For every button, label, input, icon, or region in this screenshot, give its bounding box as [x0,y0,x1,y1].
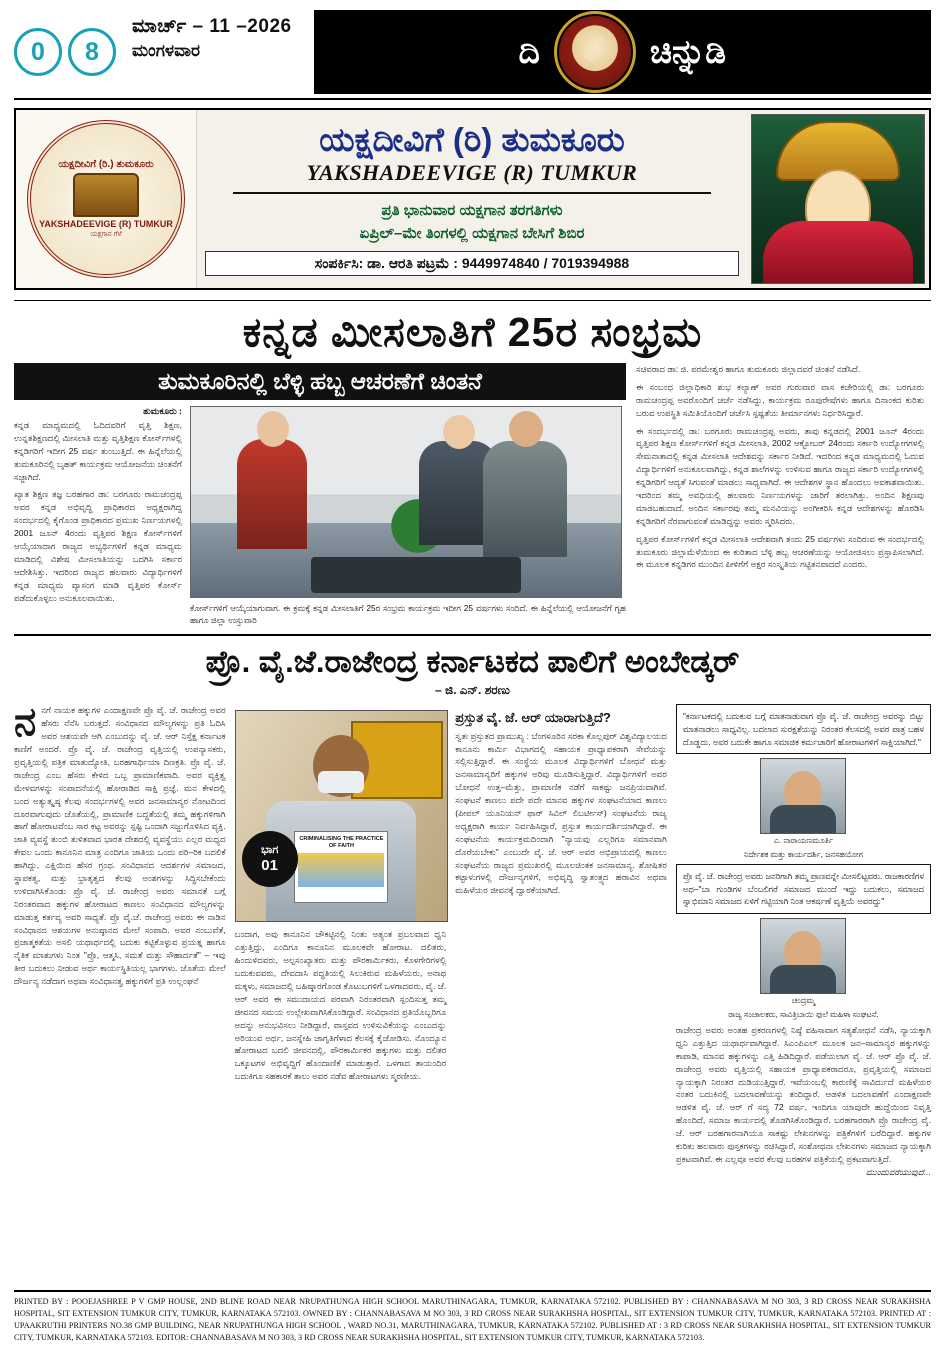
brand-name-left: ದಿ [518,32,540,70]
advert-seal-top-text: ಯಕ್ಷದೀವಿಗೆ (ರಿ.) ತುಮಕೂರು [58,158,154,170]
lead-story-col1-text: ಕನ್ನಡ ಮಾಧ್ಯಮದಲ್ಲಿ ಓದಿದವರಿಗೆ ವೃತ್ತಿ ಶಿಕ್ಷಣ, ಉನ್ನತಶಿಕ್ಷಣದಲ್ಲಿ ಮೀಸಲಾತಿ ಮತ್ತು ವೃತ್ತಿಶಿಕ್ಷಣ ಕೋರ್ಸ್‌ಗಳಲ್ಲಿ ಕನ್ನಡಿಗರಿಗೆ ಇದೀಗ 25 ವರ್ಷ ತುಂಬುತ್ತಿದೆ. ಈ ಹಿನ್ನೆಲೆಯಲ್ಲಿ ತುಮಕೂರಿನಲ್ಲಿ ಬೃಹತ್ ಕಾರ್ಯಕ್ರಮ ಆಯೋಜನೆಯ ಚಿಂತನೆಗೆ ಸಜ್ಜಾಗಿದೆ. [14,420,182,482]
advert-title-english: YAKSHADEEVIGE (R) TUMKUR [306,160,638,186]
lead-story-right-text-4: ವೃತ್ತಿಪರ ಕೋರ್ಸ್‌ಗಳಿಗೆ ಕನ್ನಡ ಮೀಸಲಾತಿ ಆದೇಶವಾಗಿ ತಂದು 25 ವರ್ಷಗಳು ಸಂದಿರುವ ಈ ಸಂದರ್ಭದಲ್ಲಿ ತುಮಕೂರು ಜಿಲ್ಲಾಮೆಳೆಯಿಂದ ಈ ಕುರಿತಾದ ಬೆಳ್ಳಿ ಹಬ್ಬ ಆಚರಣೆಯನ್ನು ಆಯೋಜಿಸಲು ಪ್ರಸ್ತಾಪಿಸಲಾಗಿದೆ. ಈ ಮೂಲಕ ಕನ್ನಡಿಗರ ಮುಂದಿನ ಪೀಳಿಗೆಗೆ ಅಕ್ಷರ ಸಂಸ್ಕೃತಿಯ ಗಟ್ಟಿತನವಾದದೆ ಎಂದರು. [636,533,924,570]
feature-col2-text: ಬಂದಾಗ, ಅವು ಕಾನೂನಿನ ಚೌಕಟ್ಟಿನಲ್ಲಿ ನಿಂತು ಅತ್ಯಂತ ಪ್ರಬಲವಾದ ಧ್ವನಿ ಎತ್ತುತ್ತಿದ್ದು, ಎಂದಿಗೂ ಕಾನೂನಿನ ಮೂಲಕವೇ ಹೋರಾಟ. ದಲಿತರು, ಹಿಂದುಳಿದವರು, ಅಲ್ಪಸಂಖ್ಯಾತರು ಮತ್ತು ಪೌರಕಾರ್ಮಿಕರು, ಕೊಳಗೇರಿಗಳಲ್ಲಿ ಬದುಕುವವರು, ದೇವದಾಸಿ ಪದ್ಧತಿಯಲ್ಲಿ ಸಿಲುಕಿರುವ ಮಹಿಳೆಯರು, ಅನಾಥ ಮಕ್ಕಳು, ಸಮಾಜದಲ್ಲಿ ಬಹಿಷ್ಕಾರಗೊಂಡ ಕೊಟುಬಗಳಿಗೆ ಒಳಗಾದವರು, ವೈ. ಜೆ. ಆರ್ ಅವರ ಈ ಸಮುದಾಯದ ಪರವಾಗಿ ನಿರಂತರವಾಗಿ ಸ್ಪಂದಿಸುತ್ತ ತಮ್ಮ ಜೀವನದ ಸಮಯ ಉಲ್ಲೇಖವಾಗಿಸಿಕೊಂಡಿದ್ದಾರೆ. ಸಂವಿಧಾನದ ಪ್ರತಿಯೊಬ್ಬರಿಗೂ ಅದನ್ನು ಅನುಭವಿಸಲು ನೀಡಿದ್ದಾರೆ, ವಾಸ್ತವದ ಉಳಿಸುವಿಕೆಯನ್ನು ಎಂಬುದನ್ನು ಅರಿಯುವ ಅರ್ಥ, ಜನಸ್ನೇಹಿ ಜಾಗೃತಿಗೆಳಾದ ಕೆಲಸಕ್ಕೆ ಕೈಜೋಡಿಸು. ನೊಂದ್ಯೂನ ಹೋರಾಟದ ಬದಲಿ ಜೀವನದಲ್ಲಿ, ಪೌರಕಾರ್ಮಿಕರ ಹಕ್ಕುಗಳು ಮತ್ತು ದಲಿತರ ಒಕ್ಕೂಟಗಳ ಅಭಿವೃದ್ಧಿಗೆ ಹೊಂದಾಣಿಕೆ ಮಾಡುತ್ತಾರೆ. ಒಳಗಾದ ತಾಯಂದಿರ ಬದುಕಿಗೂ ಸಹಕಾರಕೆ ತಾಲು ಅವರ ನಡೆವ ಹೋರಾಟಗಳು ಸ್ಮರಣೀಯ. [234,929,447,1082]
feature-col3-text: ಸ್ವತಃ ಪ್ರಸ್ತುತದ ಪ್ರಾಮುಖ್ಯ : ಬೆಂಗಳೂರಿನ ಸರಕಾ ಕೊಲ್ಲಪುರ್ ವಿಶ್ವವಿದ್ಯಾಲಯದ ಕಾನೂನು ಕಾರ್ಮಿ ವಿಭಾಗದಲ್ಲಿ ಸಹಾಯಕ ಪ್ರಾಧ್ಯಾಪಕರಾಗಿ ಸೇವೆಯನ್ನು ಸಲ್ಲಿಸುತ್ತಿದ್ದಾರೆ. ಈ ಸಂಸ್ಥೆಯ ಮೂಲಕ ವಿದ್ಯಾರ್ಥಿಗಳಿಗೆ ಬೋಧನೆ ಮತ್ತು ಜನಸಾಮಾನ್ಯರಿಗೆ ಹಕ್ಕುಗಳ ಅರಿವು ಮೂಡಿಸುತ್ತಿದ್ದಾರೆ. ವಿದ್ಯಾರ್ಥಿಗಳಿಗೆ ಅವರ ಬೋಧನೆ ಉತ್ತ–ಮೆತ್ತು, ಪ್ರಾಮಾಣಿಕ ನಡೆಗೆ ಸಾಕಷ್ಟು ಜನಪ್ರಿಯವಾಗಿವೆ. ಸಂಘಟನೆ ಕಾಣಲು ಪದೇ ಪದೇ ಮಾನವ ಹಕ್ಕುಗಳ ಸಂಘಟನೆಯಾದ ಕಾಣಲು (ಪೀಪಲ್ ಯೂನಿಯನ್ ಫಾರ್ ಸಿವಿಲ್ ಲಿಬರ್ಟೀಸ್) ಸಂಘಟನೆಯ ರಾಜ್ಯ ಅಧ್ಯಕ್ಷರಾಗಿ ಕಾರ್ಯ ನಿರ್ವಹಿಸಿದ್ದಾರೆ, ಪ್ರಸ್ತುತ ಕಾರ್ಯದರ್ಶಿಯಾಗಿದ್ದಾರೆ. ಈ ಸಂಘಟನೆಯ ಕಾರ್ಯಕ್ರಮದಿಂದಾಗಿ "ನ್ಯಾಯವು ಎಲ್ಲರಿಗೂ ಸಮಾನವಾಗಿ ದೊರೆಯಬೇಕು" ಎಂಬುದೇ ವೈ. ಜೆ. ಆರ್ ಅವರ ಅಭಿಪ್ರಾಯದಲ್ಲಿ ಕಾಣಲು ಸಂಘಟನೆಯ ರಾಜ್ಯದ ಪ್ರಮುಖರಲ್ಲಿ ಮೂಲಚಿಂತಕ ಜನಸಾಮಾನ್ಯ. ಶೋಷಿತರ ಕಟ್ಟಾಳುಗಳಲ್ಲಿ ದೌರ್ಜನ್ಯಗಳಿಗೆ, ಅಭಿವೃದ್ಧಿ ಸ್ವಾತಂತ್ರ್ಯದ ಹರಾವಿನ ಅಥವಾ ಮಹಿಳೆಯರ ಜೀವನಕ್ಕೆ ದ್ವಾರಕೆಯಾಗಿದೆ. [455,730,667,896]
page-number-digit-2: 8 [68,28,116,76]
advert-title-kannada: ಯಕ್ಷದೀವಿಗೆ (ರಿ) ತುಮಕೂರು [319,120,625,158]
quote-box-1 [676,704,931,754]
book-cover-art [298,853,384,887]
feature-byline: – ಜಿ. ಎನ್. ಶರಣು [435,683,510,698]
feature-photo [235,710,449,922]
quote-1-role: ನಿರ್ದೇಶಕ ಮತ್ತು ಕಾರ್ಯದರ್ಶಿ, ಜನಸಹಯೋಗ [743,850,863,860]
lead-story-right-text-2: ಈ ಸಂಬಂಧ ಜಿಲ್ಲಾಧಿಕಾರಿ ಶುಭ ಕಲ್ಯಾಣ್ ಅವರ ಗುರುವಾರ ವಾಸ ಕಚೇರಿಯಲ್ಲಿ ಡಾ: ಬರಗೂರು ರಾಮಚಂದ್ರಪ್ಪ ಅವರೊಂದಿಗೆ ಚರ್ಚೆ ನಡೆಸಿದ್ದು, ಕಾರ್ಯಕ್ರಮ ರೂಪುರೇಷೆಗಳು ಹಾಗೂ ದಿನಾಂಕದ ಕುರಿತು ಬರುವ ಉಪಸ್ಥಿತಿ ಸಮಿತಿಯೊಂದಿಗೆ ಚರ್ಚೆಸಿ ಸ್ಪಷ್ಟತೆಯ ತೀರ್ಮಾನಗಳು ನಿರ್ಧರಿಸಿದ್ದಾರೆ. [636,381,924,418]
feature-column-4 [676,704,931,1178]
brand-strip [314,10,931,94]
advert-logo [16,110,197,288]
advert-seal-sub-text: ಯಕ್ಷಗಾನ ಗೆಳೆ [90,231,122,239]
quote-2-role: ರಾಜ್ಯ ಸಂಚಾಲಕರು, ಸಾವಿತ್ರಿಬಾಯಿ ಫುಲೆ ಮಹಿಳಾ ಸಂಘಟನೆ. [728,1010,879,1020]
lead-story [14,363,931,626]
advert-seal [27,120,185,278]
feature-question-heading: ಪ್ರಸ್ತುತ ವೈ. ಜೆ. ಆರ್ ಯಾರಾಗುತ್ತಿದೆ? [455,710,611,726]
feature-column-2 [235,704,447,1178]
lead-story-subhead: ತುಮಕೂರಿನಲ್ಲಿ ಬೆಳ್ಳಿ ಹಬ್ಬ ಆಚರಣೆಗೆ ಚಿಂತನೆ [14,363,626,400]
advert-line-2: ಏಪ್ರಿಲ್–ಮೇ ತಿಂಗಳಲ್ಲಿ ಯಕ್ಷಗಾನ ಬೇಸಿಗೆ ಶಿಬಿರ [359,224,585,242]
photo-person-1-head [257,411,289,447]
lead-story-column-1 [14,406,182,626]
advert-contact: ಸಂಪರ್ಕಿಸಿ: ಡಾ. ಆರತಿ ಪಟ್ರಮೆ : 9449974840 / 7019394988 [205,251,739,276]
avatar-body [770,965,836,993]
quote-1-avatar [760,758,846,834]
page-number-digit-1: 0 [14,28,62,76]
advert-text-block [197,110,747,288]
advert-line-1: ಪ್ರತಿ ಭಾನುವಾರ ಯಕ್ಷಗಾನ ತರಗತಿಗಳು [381,202,563,220]
photo-person-3 [483,441,567,557]
advert-photo [751,114,925,284]
issue-date: ಮಾರ್ಚ್ – 11 –2026 [132,16,292,37]
quote-box-2 [676,864,931,914]
part-badge-label: ಭಾಗ [260,844,279,857]
photo-table [311,557,521,593]
imprint-footer: PRINTED BY : POOEJASHREE P V GMP HOUSE, 2ND BLINE ROAD NEAR NRUPATHUNGA HIGH SCHOOL MARUTHINAGARA, TUMKUR, KARNATAKA 572102. PUBLISHED BY : CHANNABASAVA M NO 303, 3 RD CROSS NEAR SURAKHSHA HOSPITAL, SIT EXTENSION TUMKUR CITY, TUMKUR, KARNATAKA 572103. OWNED BY : CHANNABASAVA M NO 303, 3 RD CROSS NEAR SURAKHSHA HOSPITAL, SIT EXTENSION TUMKUR CITY, TUMKUR, KARNATAKA 572103. PRINTED AT : UPAAKRUTHI PRINTERS NO.38 GMP BUILDING, NEAR NRUPATHUNGA HIGH SCHOOL , WARD NO.31, MARUTHINAGARA, TUMKUR, KARNATAKA 572102. PUBLISHED AT : 3 RD CROSS NEAR SURAKHSHA HOSPITAL, SIT EXTENSION TUMKUR CITY, TUMKUR, KARNATAKA 572103. EDITOR: CHANNABASAVA M NO 303, 3 RD CROSS NEAR SURAKHSHA HOSPITAL, SIT EXTENSION TUMKUR CITY, TUMKUR, KARNATAKA 572103. [14,1290,931,1344]
feature-headline: ಪ್ರೊ. ವೈ.ಜೆ.ರಾಜೇಂದ್ರ ಕರ್ನಾಟಕದ ಪಾಲಿಗೆ ಅಂಬೇಡ್ಕರ್ [205,644,740,680]
feature-photo-book [294,831,388,903]
lead-story-photo [190,406,622,598]
part-badge-number: 01 [261,857,278,875]
date-block [126,10,306,94]
quote-2-name: ಚಂದ್ರಮ್ಮ [791,996,816,1006]
face-mask-icon [318,771,364,793]
photo-person-1 [237,439,307,549]
quote-1-name: ಎ. ನಾರಾಯಣಮೂರ್ತಿ [773,836,834,846]
avatar-body [770,805,836,833]
feature-story [14,700,932,1178]
dateline: ತುಮಕೂರು : [143,406,182,416]
feature-col1-text: ನನಗೆ ನಾಯಕ ಹಕ್ಕುಗಳ ಎಂದಾಕ್ಷಣವೇ ಪ್ರೊ ವೈ. ಜೆ. ರಾಜೇಂದ್ರ ಅವರ ಹೆಸರು ನೆನೆಸಿ ಬರುತ್ತದೆ. ಸಂವಿಧಾನದ ಮೌಲ್ಯಗಳನ್ನು ಪ್ರತಿ ಓದಿಸಿ ಅವರ ಆಶಯವೇ ಆಗಿ ಎಂಬುದನ್ನು ವೈ. ಜೆ. ಆರ್ ನಿಸ್ತೆಕ್ಷ ಕರ್ನಾಟಕ ಕಾಣಿಗೆ ಅಂದರೆ. ಪ್ರೊ ವೈ. ಜೆ. ರಾಜೇಂದ್ರ ವೃತ್ತಿಯಲ್ಲಿ ಉಪನ್ಯಾಸಕರು, ಪ್ರವೃತ್ತಿಯಲ್ಲಿ ಪತ್ರಿಕ ಮಾತುದ್ಯೋತಿ, ಬರಹಗಾರ್ಥಿಯಾ ದಿಣಕ್ರತಿ. ಪ್ರೊ ವೈ. ಜೆ. ರಾಜೇಂದ್ರ ಎಂಬ ಹೆಸರು ಕೇಳಿದ ಒಬ್ಬ ಪ್ರಾಮಾಣಿಕವಾದಿ. ಅವರ ವ್ಯಕ್ತಿತ್ವ ಮೇಳವಗಳನ್ನು ಸಂಪಾದನೆಯಲ್ಲಿ ಹೋರಾಡಿದ ಸಾಕ್ಷಿ ಪ್ರಜ್ಞೆ. ಮನ ಕೇಳದಲ್ಲಿ ಬಂದ ಅತ್ಯುತ್ಕೃಷ್ಠ ಕೆಲವು ಸಂದರ್ಭಗಳಲ್ಲಿ ಅವರ ಜನಸಾಮಾನ್ಯರ ನೋಟದಿಂದ ದೂರವಾಗುವುದು ಜೊತೆಯಲ್ಲಿ, ಪ್ರಾಮಾಣಿಕ ಬದ್ಧತೆಯಲ್ಲಿ ತಮ್ಮ ಹಕ್ಕುಗಳಿಗಾಗಿ ಹಾಗೆ ಹೋರಾಟವೆಂಬ ಸಾರ ಕಟ್ಟ ಅವರನ್ನು ಸ್ಪಷ್ಟಿ ಒಂದಾಗಿ ಸಜ್ಜುಗೊಳಿಸಿದ ವ್ಯಕ್ತಿ. ಜಾತಿ ವ್ಯವಸ್ಥೆ ತುಂಬಿ ತುಳಿತವಾದ ಭಾರತ ದೇಶದಲ್ಲಿ ವ್ಯವಸ್ಥೆಯು ಎಲ್ಲರ ಮಧ್ಯದ ಕೇವಲ ಒಂದು ಕಾನೂನಿನ ಮಾತ್ರ ಎಂದಿಗೂ ಜಾತಿಯ ಒಂದು ಪರಿ–ರಿಕ ಬದಲಿಕೆ ಹಾಗಿದ್ದು, ಎಕ್ಷಿಯಿದ ಹೆಸರ ಗ್ರಂಥ. ಸಂವಿಧಾನದ ಆದರ್ಶಗಳ ಸಮಾಜದ, ಸ್ಥಾಪಕತ್ವ, ಮತ್ತು ಭ್ರಾತೃತ್ವದ ಕೆಲವು ಅಂಶಗಳನ್ನು ಸಿದ್ಧಿಸಬೇಕೆಂದು ಉಳಿದಾಗಿಸಿಕೊಂಡು ಪ್ರೊ ವೈ. ಜೆ. ರಾಜೇಂದ್ರ ಅವರು ಸಮಾನತೆ ಬಗ್ಗೆ ನಿರಂತರವಾದ ಹಕ್ಕುಗಳ ಹೋರಾಟದ ಕಾಣಲು ಸಂವಿಧಾನದ ಮೌಲ್ಯಗಳನ್ನು ಮಾಡುತ್ತ ಕರ್ತವ್ಯ ಅವರಿ ಸಾಧ್ಯತೆ. ಪ್ರೊ ವೈ.ಜೆ. ರಾಜೇಂದ್ರ ಅವರು ಈ ನಾಡಿನ ಸಂವಿಧಾನದ ಆಶಯಗಳ ಅನುಷ್ಠಾನದ ಮೇಲೆ ಸಂಪಾದಿ. ಅವರ ನಂಬುವೆತೆ, ಪ್ರಜಾತ್ಮಕತೆಯ ಅಸಲಿ ಯಥಾರ್ಥದಲ್ಲಿ ಬದುಕು ಕಟ್ಟಿಕೊಳ್ಳುವ ಪ್ರಯತ್ನ ಹಾಗೂ ನೈತಿಕ ಮಾತುಗಳು ನಿಂತ "ಪ್ರೊ, ಆತ್ಮಸಿ, ಸಮತೆ ಮತ್ತು ಸೌಹಾರ್ದತೆ" – ಇವು ತೀರ ಬದುಕಲು ನೀಡುವ ಅರ್ಥ ಕಾರ್ಯಸ್ಥಿತಿಯಲ್ಲ ಭಾಗಗಳು. ಜೊತೆಯ ಮೇಲೆ ದೌರ್ಜನ್ಯ ನಡೆದಾಗ ಅಥವಾ ಸಂವಿಧಾನತ್ವ ಹಕ್ಕುಗಳಿಗೆ ಪ್ರತಿ ಉಲ್ಲಂಘನೆ [14,700,226,987]
part-badge [242,831,298,887]
feature-column-3 [455,704,667,1178]
quote-2-text: ಪ್ರೊ ವೈ. ಜೆ. ರಾಜೇಂದ್ರ ಅವರು ಜನರಿಗಾಗಿ ತಮ್ಮ ಪ್ರಾಣವನ್ನೇ ಮೀಸಲಿಟ್ಟವರು. ರಾಜಕಾರಣಿಗಳ ಅಥ–"ಬಾ ಗುಂಡಿಗಳ ಬೆಂಬಲಿಗರೆ ಸಮಾಜದ ಮುಂದೆ ಇದ್ದು ಬದುಕಲು, ಸಮಾಜದ ಸ್ವಾಭಿಮಾನಿ ಸಮಾಜದ ಏಳಿಗೆ ಗಟ್ಟಿಯಾಗಿ ನಿಂತ ಆಕರ್ಷಣೆ ವೃತ್ತಿಯೆ ಅವರದ್ದು" [682,871,925,907]
section-divider [14,634,931,636]
advert-seal-emblem-icon [73,173,139,217]
continued-label: ಮುಂದುವರೆಯುವುದೆ... [865,1166,932,1177]
lead-story-body [14,406,626,626]
lead-story-left [14,363,626,626]
issue-day: ಮಂಗಳವಾರ [132,40,201,60]
advert-divider [233,192,711,194]
brand-name-right: ಚಿನ್ನುಡಿ [649,32,727,70]
lead-story-right-column [636,363,924,626]
lead-story-photo-caption: ಕೋರ್ಸ್‌ಗಳಿಗೆ ಆಯ್ಕೆಯಾಗುವಾಗ. ಈ ಕ್ರಮಕ್ಕೆ ಕನ್ನಡ ಮೀಸಲಾತಿಗೆ 25ರ ಸಂಭ್ರಮ ಕಾರ್ಯಕ್ರಮ ಇದೀಗ 25 ವರ್ಷಗಳು ಸಂದಿದೆ. ಈ ಹಿನ್ನೆಲೆಯಲ್ಲಿ ಆಯೋಜನೆಗೆ ಗೃಹ ಹಾಗೂ ಜಿಲ್ಲಾ ಉಸ್ತುವಾರಿ [190,603,626,626]
advertisement-banner[interactable] [14,108,931,290]
lead-story-photo-block [190,406,626,626]
page-number [14,10,126,94]
masthead [14,10,931,100]
quote-1-text: "ಕರ್ನಾಟಕದಲ್ಲಿ ಬದುಕುವ ಬಗ್ಗೆ ಮಾತನಾಡುವಾಗ ಪ್ರೊ ವೈ. ಜೆ. ರಾಜೇಂದ್ರ ಅವರನ್ನು ಬಿಟ್ಟು ಮಾತನಾಡಲು ಸಾಧ್ಯವಿಲ್ಲ. ಬದಲಾದ ಸುರಕ್ಷತೆಯನ್ನು ನಿರಂತರ ಕೆಲಸದಲ್ಲಿ ಅವರ ಪಾತ್ರ ಬಹಳ ದೊಡ್ಡದು. ಅವರ ಬದುಕೇ ಹಾಗೂ ಸಮಾಜಿಕ ಕರ್ಮಚಾರಿಗೆ ಹೋರಾಟಗಳಿಗೆ ಸಾಕ್ಷಿಯಾಗಿದೆ." [682,711,925,747]
advert-seal-bottom-text: YAKSHADEEVIGE (R) TUMKUR [39,218,173,229]
lead-story-col2-text: ಖ್ಯಾತ ಶಿಕ್ಷಣ ತಜ್ಞ ಬರಹಗಾರ ಡಾ: ಬರಗೂರು ರಾಮಚಂದ್ರಪ್ಪ ಅವರ ಕನ್ನಡ ಅಭಿವೃದ್ಧಿ ಪ್ರಾಧಿಕಾರದ ಅಧ್ಯಕ್ಷರಾಗಿದ್ದ ಸಂದರ್ಭದಲ್ಲಿ ಕೈಗೊಂಡ ಪ್ರಾಧಿಕಾರದ ಪ್ರಮುಖ ನಿರ್ಣಯಗಳಲ್ಲಿ 2001 ಜೂನ್ 4ರಂದು ವೃತ್ತಿಪರ ಶಿಕ್ಷಣ ಕೋರ್ಸ್‌ಗಳಿಗೆ ಆಯ್ಕೆಯಾದಾಗ ರಾಜ್ಯದ ಅಭ್ಯರ್ಥಿಗಳಿಗೆ ಕನ್ನಡ ಮಾಧ್ಯಮ ಮಾಡಿದಲ್ಲಿ ವಿಶೇಷ ಮೀಸಲಾತಿಯನ್ನು ಒದಗಿಸಿ ಸರ್ಕಾರ ಆದೇಶಿಸಿತ್ತು. ಇದರಿಂದ ರಾಜ್ಯದ ಹಲವಾರು ವಿದ್ಯಾರ್ಥಿಗಳಿಗೆ ಕನ್ನಡ ಮಾಧ್ಯಮ ವ್ಯಾಸಂಗ ಮಾಡಿ ವೃತ್ತಿಪರ ಕೋರ್ಸ್ ಪಡೆದುಕೊಳ್ಳಲು ಅನುಕೂಲವಾಯಿತು. [14,489,182,603]
feature-col4-text: ರಾಜೇಂದ್ರ ಅವರು ಅಂತಹ ಪ್ರಕರಣಗಳಲ್ಲಿ ನಿಷ್ಠೆ ವಹಿಸಾವಾಗ ಸತ್ಯಶೋಧನೆ ನಡೆಸಿ, ನ್ಯಾಯಕ್ಕಾಗಿ ಧ್ವನಿ ಎತ್ತುತ್ತಿದ ಯಥಾರ್ಥವಾಗಿದ್ದಾರೆ. ಸಿಎಂಪಿಎಲ್ ಮೂಲಕ ಜನ–ಸಾಮಾನ್ಯರ ಹಕ್ಕುಗಳನ್ನು ಕಾಪಾಡಿ, ಮಾನವ ಹಕ್ಕುಗಳನ್ನು ಎತ್ತಿ ಹಿಡಿದಿದ್ದಾರೆ. ಪಡೆಯಲಾಗ ವೈ. ಜೆ. ಆರ್ ಪ್ರೊ ವೈ. ಜೆ. ರಾಜೇಂದ್ರ ಅವರು ವೃತ್ತಿಯಲ್ಲಿ ಸಹಾಯಕ ಪ್ರಾಧ್ಯಾಪಕರಾದರೂ, ಪ್ರವೃತ್ತಿಯಲ್ಲಿ ಸಮಾಜದ ನ್ಯಾಯಕ್ಕಾಗಿ ನಿರಂತರ ದುಡಿಯುತ್ತಿದ್ದಾರೆ. ಇವೆಯಂಬಲ್ಲಿ ಕಾರುಣಿಕ್ಕೆ ಸಾವಿರ್ದುದೆ ಮಹಿಳೆಯರ ನಂತರ ಬದುಕಿನಲ್ಲಿ ಬದಲಾವಣೆಯನ್ನು ತಂದಿದ್ದಾರೆ. ಆಡಳಿತ ಬದಲಾವಣೆಗೆ ಎಂದಾಕ್ಷಣವೇ ಆಡಳಿತ ವೈ. ಜೆ. ಆರ್ ಗೆ ಸದ್ಯ 72 ವರ್ಷ, ಇಂದಿಗೂ ಯಾವುದೇ ಹುದ್ದೆಯಿಂದ ನಿವೃತ್ತಿ ಹೊಂದಿದೆ, ಸಮಾಜ ಕಾರ್ಯದಲ್ಲಿ ತೊಡಗಿಸಿಕೊಂಡಿದ್ದಾರೆ. ಬರಹಗಾರರಾಗಿ ಪ್ರೊ ರಾಜೇಂದ್ರ ವೈ. ಜೆ. ಆರ್ ಬರಹಗಾರನಾಗಿಯೂ ಸಾಕಷ್ಟು ಲೇಖನಗಳನ್ನು ಪತ್ರಿಕೆಗಳಿಗೆ ಬರೆದಿದ್ದಾರೆ. ಹಕ್ಕುಗಳ ಕುರಿತು ಹಲವಾರು ಪುಸ್ತಕಗಳನ್ನು ರಚಿಸಿದ್ದಾರೆ, ಸಂಶೋಧನಾ ಲೇಖನಗಳು ಸಮಾಜದ ನ್ಯಾಯಕ್ಕಾಗಿ ಪ್ರಕಟವಾಗಿವೆ. ಈ ಎಲ್ಲವೂ ಅವರ ಕೆಲವು ಬರಹಗಳ ಪತ್ರಿಕೆಯಲ್ಲಿ ಪ್ರಕಟವಾಗುತ್ತಿದೆ. [675,1025,932,1164]
photo-person-2-head [443,415,475,449]
lead-story-right-text-1: ಸಚಿವರಾದ ಡಾ: ಜಿ. ಪರಮೇಶ್ವರ ಹಾಗೂ ತುಮಕೂರು ಜಿಲ್ಲಾದವರೆ ಚಿಂತನೆ ನಡೆಸಿದೆ. [636,364,861,374]
book-title: CRIMINALISING THE PRACTICE OF FAITH [299,836,384,849]
photo-person-3-head [509,411,543,447]
lead-story-right-text-3: ಈ ಸಂದರ್ಭದಲ್ಲಿ ಡಾ: ಬರಗೂರು ರಾಮಚಂದ್ರಪ್ಪ ಅವರು, ತಾವು ಕನ್ನಡದಲ್ಲಿ 2001 ಜೂನ್ 4ರಂದು ವೃತ್ತಿಪರ ಶಿಕ್ಷಣ ಕೋರ್ಸ್‌ಗಳಿಗೆ ಕನ್ನಡ ಮೀಸಲಾತಿ, 2002 ಆಕ್ಟೋಬರ್ 24ರಂದು ಸರ್ಕಾರಿ ಉದ್ಯೋಗಗಳಲ್ಲಿ ಸೇಮನಾತಾದಲ್ಲಿ ಕನ್ನಡ ಮೀಸಲಾತಿ ಆದೇಶವನ್ನು ಸರ್ಕಾರ ನೀಡಿದೆ. ಇದರಿಂದ ಕನ್ನಡ ಮಾಧ್ಯಮದಲ್ಲಿ ಓದುವ ವಿದ್ಯಾರ್ಥಿಗಳಿಗೆ ಅನುಕೂಲವಾಗಿದ್ದು, ಕನ್ನಡ ಶಾಲೆಗಳನ್ನು ಉಳಿಸುವ ಹಾಗೂ ರಾಜ್ಯದ ಸರ್ಕಾರಿ ಉದ್ಯೋಗಗಳಲ್ಲಿ ಕನ್ನಡಿಗರಿಗೆ ಆದ್ಯತೆ ಸಿಗುವಂತೆ ಮಾಡಲು ಸಾಧ್ಯವಾಗಿದೆ. ಈ ಆದೇಶಗಳ ಸ್ಥಾನ ಹೊಂದಲು ಅವಕಾಶವಾಯಿತು. ಇದರಿಂದ ತಮ್ಮ ಅವಧಿಯಲ್ಲಿ ಹಲವಾರು ನಿರ್ಣಯಗಳನ್ನು ಜಾರಿಗೆ ತರಲಾಗಿತ್ತು. ಅಂದಿನ ಶಿಕ್ಷಣವು ಮಾಡಬಹುದಾದೆ. ಅಂದಿನ ಸರ್ಕಾರವು ತಮ್ಮ ಮನವಿಯನ್ನು ಅಂಗೀಕರಿಸಿ ಕನ್ನಡ ಆದೇಶಗಳನ್ನು ಹೊರಡಿಸಿ ಕನ್ನಡಿಗರಿಗೆ ನೆರವಾಗುವಂತೆ ಮಾಡಿದ್ದನ್ನು ಅವರು ಸ್ಮರಿಸಿದರು. [636,425,924,526]
quote-2-avatar [760,918,846,994]
fountain-pen-icon: ✐ [554,11,636,93]
page-title: ಕನ್ನಡ ಮೀಸಲಾತಿಗೆ 25ರ ಸಂಭ್ರಮ [14,300,931,357]
yakshagana-costume [763,221,913,283]
feature-column-1 [14,700,226,1178]
